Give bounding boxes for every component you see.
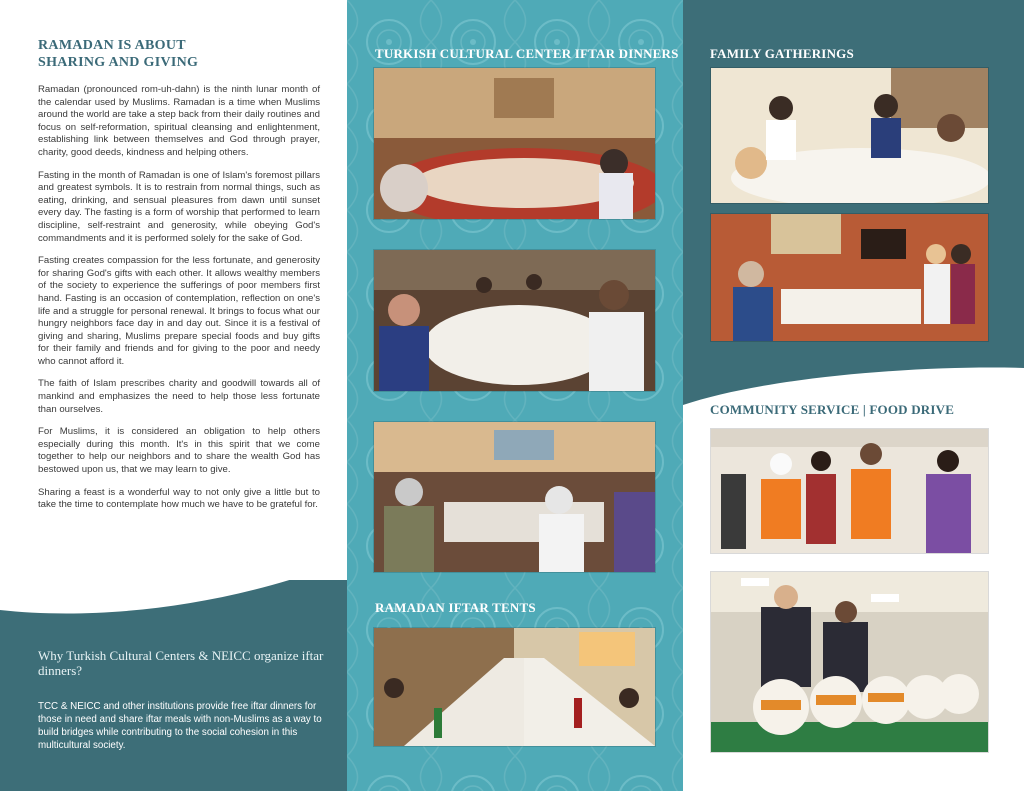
footer-wave-shape (0, 580, 347, 791)
paragraph: The faith of Islam prescribes charity and goodwill towards all of mankind and emphasizes the need to help those less fortunate than ourselves. (38, 378, 320, 415)
why-heading: Why Turkish Cultural Centers & NEICC organize iftar dinners? (38, 648, 324, 678)
photo-iftar-dinner-3 (373, 421, 656, 573)
section-title (38, 37, 318, 71)
left-panel (0, 0, 347, 791)
why-text: TCC & NEICC and other institutions provide free iftar dinners for those in need and share iftar meals with non-Muslims as a way to build bridges while contributing to the social cohesion in this multicultural society. (38, 701, 322, 751)
paragraph: For Muslims, it is considered an obligation to help others especially during this month. It's in this spirit that we come together to help our neighbors and to share the wealth God has bestowed upon us, that we may learn to give. (38, 426, 320, 476)
photo-iftar-dinner-1 (373, 67, 656, 220)
photo-community-service (710, 428, 989, 554)
heading-iftar-tents: RAMADAN IFTAR TENTS (375, 600, 536, 615)
heading-community-service: COMMUNITY SERVICE | FOOD DRIVE (710, 402, 955, 417)
paragraph: Sharing a feast is a wonderful way to not only give a little but to take the time to contemplate how much we have to be grateful for. (38, 486, 320, 511)
photo-family-gathering-1 (710, 67, 989, 204)
right-panel (683, 0, 1024, 791)
paragraph: Ramadan (pronounced rom-uh-dahn) is the ninth lunar month of the calendar used by Muslims. Ramadan is a time when Muslims around the world are take a step back from their daily routines and focus on self-reformation, spiritual cleansing and enlightenment, establishing link between themselves and God through prayer, charity, good deeds, kindness and helping others. (38, 84, 320, 158)
body-text (38, 84, 320, 522)
heading-iftar-dinners: TURKISH CULTURAL CENTER IFTAR DINNERS (375, 46, 679, 61)
middle-panel (347, 0, 683, 791)
photo-iftar-dinner-2 (373, 249, 656, 392)
paragraph: Fasting in the month of Ramadan is one of Islam's foremost pillars and greatest symbols. It is to restrain from normal things, such as eating, drinking, and sensual pleasures from dawn until sunset every day. The fasting is a form of worship that performed to learn discipline, self-restraint and generosity, while obeying God's commandments and it is performed solely for the sake of God. (38, 169, 320, 244)
photo-iftar-tent (373, 627, 656, 747)
photo-family-gathering-2 (710, 213, 989, 342)
title-line-1: RAMADAN IS ABOUT (38, 38, 186, 53)
photo-food-drive (710, 571, 989, 753)
paragraph: Fasting creates compassion for the less fortunate, and generosity for sharing God's gifts with each other. It allows wealthy members of the society to experience the sufferings of poor members first hand. Fasting is an occasion of contemplation, reflection on one's life and a struggle for personal renewal. It brings to focus what our hungry neighbors face day in and day out. Since it is a festival of giving and sharing, Muslims prepare special foods and buy gifts for their family and friends and for giving to the poor and needy who cannot afford it. (38, 255, 320, 367)
footer-band (0, 580, 347, 791)
title-line-2: SHARING AND GIVING (38, 55, 199, 70)
heading-family-gatherings: FAMILY GATHERINGS (710, 46, 854, 61)
